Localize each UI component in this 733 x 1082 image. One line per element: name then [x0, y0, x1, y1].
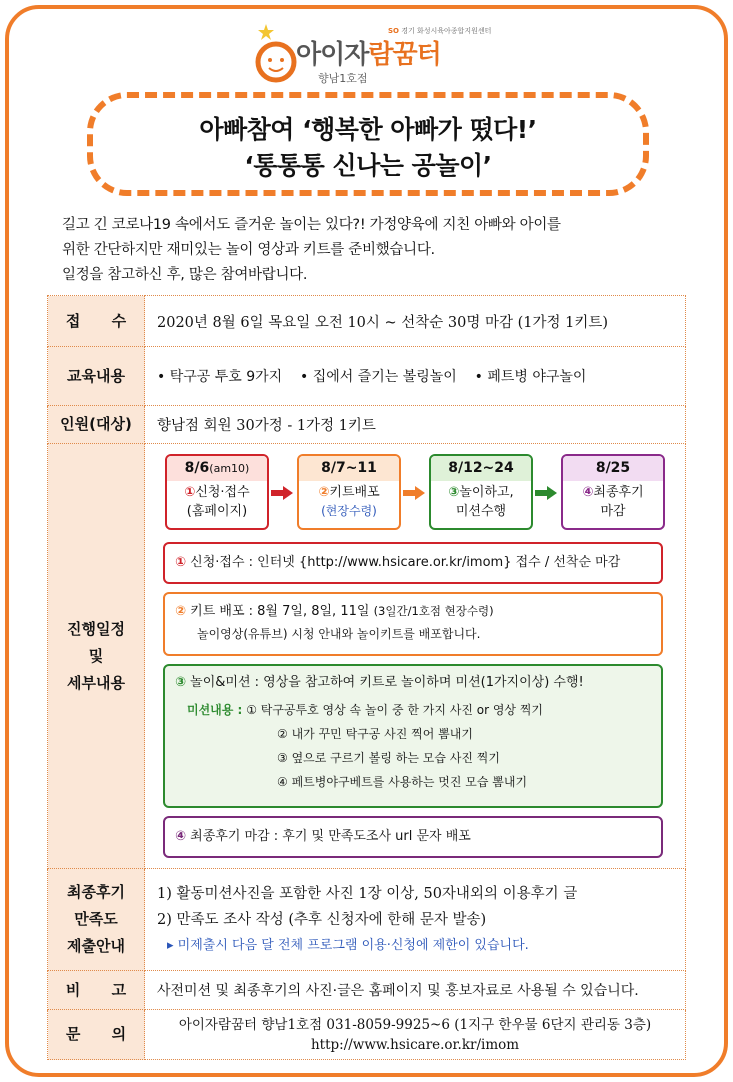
center-name: SO 경기 화성시육아종합지원센터: [388, 27, 492, 35]
row-reception: [48, 296, 686, 347]
value-personnel: 향남점 회원 30가정 - 1가정 1키트: [145, 406, 686, 444]
label-schedule: 진행일정 및 세부내용: [48, 444, 145, 869]
step-2: 8/7~11 ②키트배포 (현장수령): [297, 454, 401, 530]
note-final-review: ④ 최종후기 마감 : 후기 및 만족도조사 url 문자 배포: [163, 816, 663, 858]
logo-name: 아이자람꿈터: [296, 40, 441, 70]
value-final: 1) 활동미션사진을 포함한 사진 1장 이상, 50자내외의 이용후기 글 2) 만족도 조사 작성 (추후 신청자에 한해 문자 발송) ▸ 미제출시 다음 달 전체 프로그램 이용·신청에 제한이 있습니다.: [145, 869, 686, 971]
schedule-area: [145, 444, 685, 868]
logo: [252, 22, 492, 88]
row-content: [48, 347, 686, 406]
label-personnel: 인원(대상): [48, 406, 145, 444]
title-box: [87, 92, 649, 196]
row-inquiry: [48, 1010, 686, 1060]
title-line-2: ‘통통통 신나는 공놀이’: [244, 151, 492, 180]
title-line-1: 아빠참여 ‘행복한 아빠가 떴다!’: [199, 115, 537, 144]
label-final: 최종후기 만족도 제출안내: [48, 869, 145, 971]
info-table: [47, 295, 686, 1060]
note-kit: ② 키트 배포 : 8월 7일, 8일, 11일 (3일간/1호점 현장수령) 놀이영상(유튜브) 시청 안내와 놀이키트를 배포합니다.: [163, 592, 663, 656]
label-remark: 비 고: [48, 971, 145, 1010]
row-remark: [48, 971, 686, 1010]
value-reception: 2020년 8월 6일 목요일 오전 10시 ~ 선착순 30명 마감 (1가정 1키트): [145, 296, 686, 347]
step-4: 8/25 ④최종후기 마감: [561, 454, 665, 530]
value-content: • 탁구공 투호 9가지 • 집에서 즐기는 볼링놀이 • 페트병 야구놀이: [145, 347, 686, 406]
row-personnel: [48, 406, 686, 444]
row-schedule: [48, 444, 686, 869]
label-inquiry: 문 의: [48, 1010, 145, 1060]
logo-branch: 향남1호점: [318, 72, 368, 85]
intro-text: 길고 긴 코로나19 속에서도 즐거운 놀이는 있다?! 가정양육에 지친 아빠와 아이를 위한 간단하지만 재미있는 놀이 영상과 키트를 준비했습니다. 일정을 참고하신 후, 많은 참여바랍니다.: [62, 217, 561, 283]
note-mission: ③ 놀이&미션 : 영상을 참고하여 키트로 놀이하며 미션(1가지이상) 수행! 미션내용 : ① 탁구공투호 영상 속 놀이 중 한 가지 사진 or 영상 찍기 ② 내가 꾸민 탁구공 사진 찍어 뽐내기 ③ 옆으로 구르기 볼링 하는 모습 사진 찍기 ④ 페트병야구베트를 사용하는 멋진 모습 뽐내기: [163, 664, 663, 808]
center-mark: SO: [388, 27, 399, 35]
row-final: [48, 869, 686, 971]
value-inquiry: 아이자람꿈터 향남1호점 031-8059-9925~6 (1지구 한우물 6단지 관리동 3층) http://www.hsicare.or.kr/imom: [145, 1010, 686, 1060]
value-remark: 사전미션 및 최종후기의 사진·글은 홈페이지 및 홍보자료로 사용될 수 있습니다.: [145, 971, 686, 1010]
label-content: 교육내용: [48, 347, 145, 406]
step-1: 8/6(am10) ①신청·접수 (홈페이지): [165, 454, 269, 530]
note-reception: ① 신청·접수 : 인터넷 {http://www.hsicare.or.kr/imom} 접수 / 선착순 마감: [163, 542, 663, 584]
arrow-right-icon: [271, 486, 293, 500]
child-face-icon: [252, 22, 300, 86]
schedule-cell: [145, 444, 686, 869]
arrow-right-icon: [535, 486, 557, 500]
label-reception: 접 수: [48, 296, 145, 347]
arrow-right-icon: [403, 486, 425, 500]
step-3: 8/12~24 ③놀이하고, 미션수행: [429, 454, 533, 530]
